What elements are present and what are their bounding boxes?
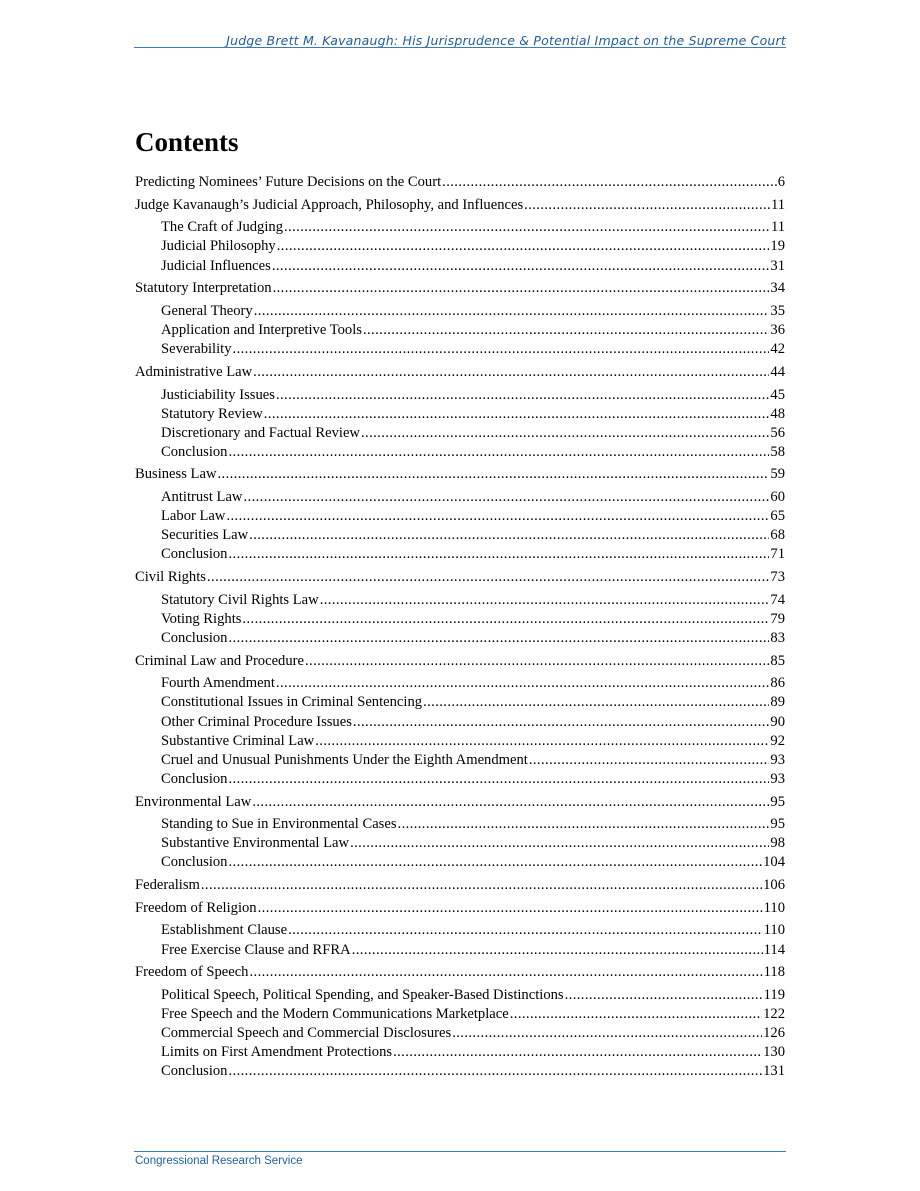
toc-entry[interactable] <box>135 815 785 834</box>
toc-entry-page-number: 31 <box>770 257 785 274</box>
toc-entry[interactable] <box>135 363 785 382</box>
toc-dot-leader <box>233 340 770 359</box>
toc-dot-leader <box>510 1005 762 1024</box>
toc-entry-label: Commercial Speech and Commercial Disclosures <box>161 1025 452 1042</box>
toc-entry-page-number: 110 <box>763 922 785 939</box>
toc-entry-label: Antitrust Law <box>161 489 243 506</box>
toc-entry-page-number: 93 <box>770 751 785 768</box>
toc-entry-label: Judicial Influences <box>161 257 271 274</box>
toc-entry-page-number: 114 <box>763 941 785 958</box>
toc-entry[interactable] <box>135 899 785 918</box>
toc-entry-page-number: 11 <box>770 219 785 236</box>
toc-entry[interactable] <box>135 693 785 712</box>
toc-entry-label: Securities Law <box>161 527 249 544</box>
toc-entry-page-number: 104 <box>763 854 785 871</box>
toc-entry[interactable] <box>135 921 785 940</box>
toc-entry-label: Application and Interpretive Tools <box>161 322 362 339</box>
toc-entry[interactable] <box>135 302 785 321</box>
toc-entry[interactable] <box>135 526 785 545</box>
toc-entry-page-number: 90 <box>770 713 785 730</box>
toc-entry-page-number: 6 <box>777 174 785 190</box>
toc-entry-page-number: 19 <box>770 238 785 255</box>
toc-dot-leader <box>363 321 769 340</box>
toc-entry-page-number: 35 <box>770 302 785 319</box>
toc-entry-label: Judge Kavanaugh’s Judicial Approach, Philosophy, and Influences <box>135 196 524 213</box>
toc-entry[interactable] <box>135 218 785 237</box>
contents-title: Contents <box>135 127 239 157</box>
toc-entry-label: Criminal Law and Procedure <box>135 652 304 669</box>
toc-dot-leader <box>442 173 777 192</box>
toc-dot-leader <box>258 899 763 918</box>
footer-rule <box>134 1151 786 1152</box>
toc-entry-page-number: 85 <box>770 652 785 669</box>
toc-dot-leader <box>423 693 769 712</box>
toc-entry[interactable] <box>135 279 785 298</box>
toc-entry-page-number: 48 <box>770 405 785 422</box>
toc-entry-label: Severability <box>161 341 232 358</box>
toc-dot-leader <box>228 770 769 789</box>
toc-entry-page-number: 45 <box>770 386 785 403</box>
toc-entry[interactable] <box>135 340 785 359</box>
toc-entry-page-number: 34 <box>770 280 785 297</box>
toc-dot-leader <box>254 302 770 321</box>
toc-entry-label: Substantive Criminal Law <box>161 732 315 749</box>
toc-entry-label: Constitutional Issues in Criminal Sentencing <box>161 694 423 711</box>
toc-entry-label: Federalism <box>135 877 200 894</box>
toc-entry-page-number: 93 <box>770 770 785 787</box>
toc-dot-leader <box>273 279 770 298</box>
toc-entry-label: Other Criminal Procedure Issues <box>161 713 352 730</box>
toc-entry[interactable] <box>135 545 785 564</box>
toc-entry[interactable] <box>135 770 785 789</box>
toc-entry-label: Justiciability Issues <box>161 386 275 403</box>
toc-entry-label: Conclusion <box>161 1063 228 1080</box>
toc-entry-label: Fourth Amendment <box>161 675 275 692</box>
toc-entry[interactable] <box>135 488 785 507</box>
toc-dot-leader <box>452 1024 762 1043</box>
toc-dot-leader <box>264 405 770 424</box>
toc-entry-label: Administrative Law <box>135 363 253 380</box>
toc-entry-label: Labor Law <box>161 508 226 525</box>
toc-entry-page-number: 65 <box>770 508 785 525</box>
toc-entry-label: Conclusion <box>161 630 228 646</box>
table-of-contents <box>135 173 785 1081</box>
toc-entry-page-number: 126 <box>763 1025 785 1042</box>
toc-entry[interactable] <box>135 321 785 340</box>
toc-entry-label: Limits on First Amendment Protections <box>161 1044 393 1061</box>
toc-entry-label: Conclusion <box>161 546 228 563</box>
toc-dot-leader <box>529 751 770 770</box>
toc-dot-leader <box>228 443 769 462</box>
toc-entry[interactable] <box>135 568 785 587</box>
toc-entry-label: Judicial Philosophy <box>161 238 276 255</box>
toc-entry[interactable] <box>135 732 785 751</box>
toc-entry-page-number: 95 <box>770 816 785 833</box>
toc-entry-label: The Craft of Judging <box>161 219 283 236</box>
toc-entry-page-number: 74 <box>770 591 785 608</box>
toc-entry-page-number: 56 <box>770 424 785 441</box>
toc-dot-leader <box>249 526 769 545</box>
toc-entry[interactable] <box>135 793 785 812</box>
toc-dot-leader <box>253 363 769 382</box>
toc-entry-label: Freedom of Religion <box>135 899 257 916</box>
toc-entry-label: Environmental Law <box>135 793 252 810</box>
toc-entry[interactable] <box>135 876 785 895</box>
toc-entry[interactable] <box>135 751 785 770</box>
toc-entry-page-number: 58 <box>770 443 785 460</box>
toc-entry-page-number: 131 <box>763 1063 785 1080</box>
toc-entry[interactable] <box>135 963 785 982</box>
toc-entry-page-number: 95 <box>770 793 785 810</box>
toc-entry-page-number: 44 <box>770 363 785 380</box>
toc-entry-page-number: 86 <box>770 675 785 692</box>
toc-dot-leader <box>207 568 769 587</box>
toc-entry[interactable] <box>135 237 785 256</box>
toc-dot-leader <box>217 465 769 484</box>
toc-entry-page-number: 119 <box>763 986 785 1003</box>
toc-entry[interactable] <box>135 386 785 405</box>
toc-dot-leader <box>228 629 769 648</box>
toc-entry[interactable] <box>135 173 785 192</box>
toc-entry[interactable] <box>135 443 785 462</box>
running-header: Judge Brett M. Kavanaugh: His Jurisprudence & Potential Impact on the Supreme Court <box>226 33 786 48</box>
toc-entry[interactable] <box>135 853 785 872</box>
header-rule <box>134 47 786 48</box>
toc-entry-label: General Theory <box>161 302 253 319</box>
toc-entry[interactable] <box>135 1024 785 1043</box>
toc-dot-leader <box>272 257 770 276</box>
toc-entry-label: Freedom of Speech <box>135 964 249 981</box>
toc-entry-page-number: 89 <box>770 694 785 711</box>
toc-entry[interactable] <box>135 405 785 424</box>
toc-entry[interactable] <box>135 591 785 610</box>
toc-entry-label: Statutory Interpretation <box>135 280 272 297</box>
toc-entry-label: Statutory Civil Rights Law <box>161 591 319 608</box>
toc-entry[interactable] <box>135 941 785 960</box>
toc-entry-label: Conclusion <box>161 770 228 787</box>
toc-entry-page-number: 83 <box>770 630 785 646</box>
toc-entry-page-number: 73 <box>770 569 785 586</box>
toc-entry[interactable] <box>135 196 785 215</box>
toc-entry-page-number: 130 <box>763 1044 785 1061</box>
toc-entry-label: Conclusion <box>161 854 228 871</box>
toc-entry-label: Conclusion <box>161 443 228 460</box>
toc-entry-page-number: 98 <box>770 835 785 852</box>
toc-dot-leader <box>277 237 770 256</box>
toc-dot-leader <box>352 941 763 960</box>
toc-entry-page-number: 71 <box>770 546 785 563</box>
toc-dot-leader <box>252 793 769 812</box>
toc-entry-label: Establishment Clause <box>161 922 288 939</box>
toc-entry-page-number: 110 <box>763 899 785 916</box>
toc-dot-leader <box>305 652 769 671</box>
toc-dot-leader <box>276 386 769 405</box>
toc-entry-label: Substantive Environmental Law <box>161 835 350 852</box>
toc-dot-leader <box>249 963 762 982</box>
toc-entry[interactable] <box>135 674 785 693</box>
toc-dot-leader <box>284 218 770 237</box>
toc-entry[interactable] <box>135 424 785 443</box>
toc-entry-page-number: 92 <box>770 732 785 749</box>
toc-entry[interactable] <box>135 629 785 648</box>
footer-publisher: Congressional Research Service <box>135 1155 303 1167</box>
toc-dot-leader <box>350 834 769 853</box>
toc-entry[interactable] <box>135 1005 785 1024</box>
toc-entry[interactable] <box>135 986 785 1005</box>
toc-entry-label: Cruel and Unusual Punishments Under the Eighth Amendment <box>161 751 528 768</box>
toc-dot-leader <box>276 674 769 693</box>
toc-entry-label: Standing to Sue in Environmental Cases <box>161 816 397 833</box>
toc-entry[interactable] <box>135 652 785 671</box>
toc-entry[interactable] <box>135 834 785 853</box>
toc-entry[interactable] <box>135 610 785 629</box>
toc-entry-page-number: 36 <box>770 322 785 339</box>
toc-entry-page-number: 59 <box>770 466 785 483</box>
toc-dot-leader <box>524 196 770 215</box>
toc-entry[interactable] <box>135 257 785 276</box>
toc-entry-label: Predicting Nominees’ Future Decisions on the Court <box>135 174 442 190</box>
toc-dot-leader <box>228 853 762 872</box>
toc-entry-page-number: 68 <box>770 527 785 544</box>
toc-dot-leader <box>226 507 769 526</box>
toc-dot-leader <box>201 876 762 895</box>
toc-dot-leader <box>361 424 769 443</box>
toc-entry[interactable] <box>135 465 785 484</box>
toc-entry[interactable] <box>135 1062 785 1081</box>
toc-entry[interactable] <box>135 713 785 732</box>
toc-dot-leader <box>315 732 769 751</box>
toc-dot-leader <box>398 815 770 834</box>
toc-entry-page-number: 60 <box>770 489 785 506</box>
toc-entry-page-number: 42 <box>770 341 785 358</box>
toc-dot-leader <box>393 1043 762 1062</box>
toc-entry-page-number: 11 <box>770 196 785 213</box>
toc-entry-label: Free Exercise Clause and RFRA <box>161 941 351 958</box>
toc-dot-leader <box>288 921 763 940</box>
toc-entry-label: Free Speech and the Modern Communications Marketplace <box>161 1006 509 1023</box>
toc-entry-page-number: 79 <box>770 610 785 627</box>
toc-dot-leader <box>228 545 769 564</box>
toc-entry-label: Voting Rights <box>161 610 242 627</box>
toc-dot-leader <box>353 713 770 732</box>
toc-entry-page-number: 122 <box>763 1006 785 1023</box>
toc-dot-leader <box>243 488 769 507</box>
toc-entry-page-number: 118 <box>763 964 785 981</box>
toc-dot-leader <box>320 591 770 610</box>
toc-dot-leader <box>228 1062 762 1081</box>
toc-entry-label: Business Law <box>135 466 217 483</box>
toc-entry-page-number: 106 <box>763 877 785 894</box>
toc-entry[interactable] <box>135 1043 785 1062</box>
toc-entry-label: Political Speech, Political Spending, and Speaker-Based Distinctions <box>161 986 564 1003</box>
toc-entry-label: Discretionary and Factual Review <box>161 424 360 441</box>
toc-dot-leader <box>242 610 769 629</box>
toc-dot-leader <box>565 986 763 1005</box>
toc-entry-label: Civil Rights <box>135 569 206 586</box>
toc-entry-label: Statutory Review <box>161 405 263 422</box>
toc-entry[interactable] <box>135 507 785 526</box>
